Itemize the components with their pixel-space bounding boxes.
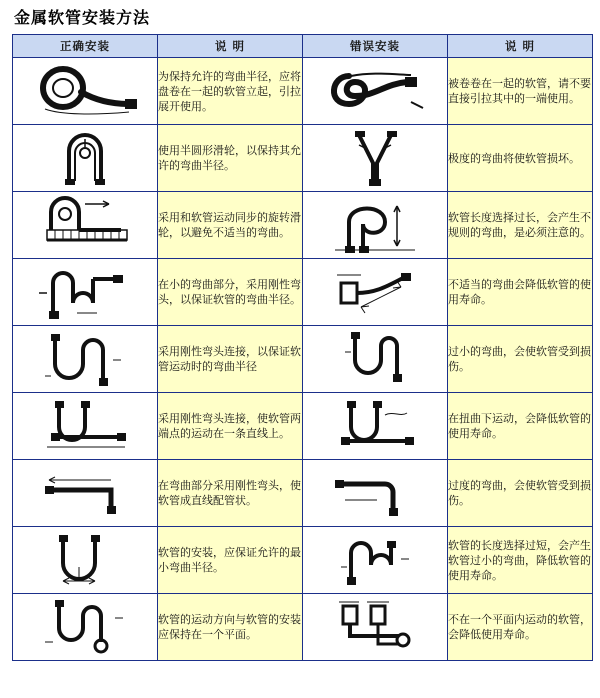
improper-bend-lifespan-icon — [315, 263, 435, 321]
header-correct-note: 说 明 — [158, 35, 303, 58]
rigid-elbow-straight-line-icon — [25, 397, 145, 455]
rigid-bend-small-radius-icon — [25, 263, 145, 321]
table-row — [13, 125, 593, 192]
table-row — [13, 192, 593, 259]
wrong-figure-cell — [303, 58, 448, 125]
correct-note: 为保持允许的弯曲半径，应将盘卷在一起的软管立起，引拉展开使用。 — [158, 58, 303, 125]
sharp-bend-damage-icon — [315, 129, 435, 187]
correct-figure-cell — [13, 125, 158, 192]
wrong-figure-cell — [303, 393, 448, 460]
same-plane-motion-icon — [25, 598, 145, 656]
correct-figure-cell — [13, 594, 158, 661]
correct-figure-cell — [13, 460, 158, 527]
correct-note: 在小的弯曲部分，采用刚性弯头，以保证软管的弯曲半径。 — [158, 259, 303, 326]
wrong-note: 过小的弯曲，会使软管受到损伤。 — [448, 326, 593, 393]
wrong-figure-cell — [303, 192, 448, 259]
torsion-motion-lifespan-icon — [315, 397, 435, 455]
table-row — [13, 259, 593, 326]
wrong-note: 软管长度选择过长，会产生不规则的弯曲，是必须注意的。 — [448, 192, 593, 259]
wrong-figure-cell — [303, 125, 448, 192]
correct-figure-cell — [13, 192, 158, 259]
table-row — [13, 58, 593, 125]
wrong-figure-cell — [303, 594, 448, 661]
coiled-hose-pulled-icon — [315, 62, 435, 120]
wrong-figure-cell — [303, 460, 448, 527]
correct-note: 软管的安装，应保证允许的最小弯曲半径。 — [158, 527, 303, 594]
synchronized-rotating-pulley-icon — [25, 196, 145, 254]
correct-figure-cell — [13, 527, 158, 594]
correct-figure-cell — [13, 58, 158, 125]
header-wrong-install: 错误安装 — [303, 35, 448, 58]
wrong-note: 在扭曲下运动，会降低软管的使用寿命。 — [448, 393, 593, 460]
wrong-note: 过度的弯曲，会使软管受到损伤。 — [448, 460, 593, 527]
header-correct-install: 正确安装 — [13, 35, 158, 58]
wrong-note: 不适当的弯曲会降低软管的使用寿命。 — [448, 259, 593, 326]
table-row — [13, 594, 593, 661]
correct-figure-cell — [13, 326, 158, 393]
wrong-figure-cell — [303, 259, 448, 326]
correct-note: 软管的运动方向与软管的安装应保持在一个平面。 — [158, 594, 303, 661]
correct-note: 在弯曲部分采用刚性弯头，使软管成直线配管状。 — [158, 460, 303, 527]
correct-note: 采用和软管运动同步的旋转滑轮，以避免不适当的弯曲。 — [158, 192, 303, 259]
correct-note: 采用刚性弯头连接，使软管两端点的运动在一条直线上。 — [158, 393, 303, 460]
min-bend-radius-install-icon — [25, 531, 145, 589]
wrong-figure-cell — [303, 527, 448, 594]
excessive-bend-damage-icon — [315, 464, 435, 522]
correct-figure-cell — [13, 259, 158, 326]
over-length-small-bend-icon — [315, 531, 435, 589]
wrong-note: 被卷卷在一起的软管，请不要直接引拉其中的一端使用。 — [448, 58, 593, 125]
coiled-hose-standing-icon — [25, 62, 145, 120]
table-row — [13, 326, 593, 393]
straight-pipe-elbow-icon — [25, 464, 145, 522]
wrong-figure-cell — [303, 326, 448, 393]
table-header-row — [13, 35, 593, 58]
semicircular-sheave-icon — [25, 129, 145, 187]
wrong-note: 软管的长度选择过短，会产生软管过小的弯曲，降低软管的使用寿命。 — [448, 527, 593, 594]
correct-note: 采用刚性弯头连接，以保证软管运动时的弯曲半径 — [158, 326, 303, 393]
header-wrong-note: 说 明 — [448, 35, 593, 58]
excess-length-irregular-bend-icon — [315, 196, 435, 254]
correct-note: 使用半圆形滑轮，以保持其允许的弯曲半径。 — [158, 125, 303, 192]
rigid-elbow-connection-icon — [25, 330, 145, 388]
table-row — [13, 393, 593, 460]
wrong-note: 极度的弯曲将使软管损坏。 — [448, 125, 593, 192]
table-row — [13, 527, 593, 594]
table-row — [13, 460, 593, 527]
wrong-note: 不在一个平面内运动的软管，会降低使用寿命。 — [448, 594, 593, 661]
correct-figure-cell — [13, 393, 158, 460]
too-small-bend-damage-icon — [315, 330, 435, 388]
hose-installation-table — [12, 34, 593, 661]
out-of-plane-motion-icon — [315, 598, 435, 656]
page-title: 金属软管安装方法 — [14, 8, 151, 27]
